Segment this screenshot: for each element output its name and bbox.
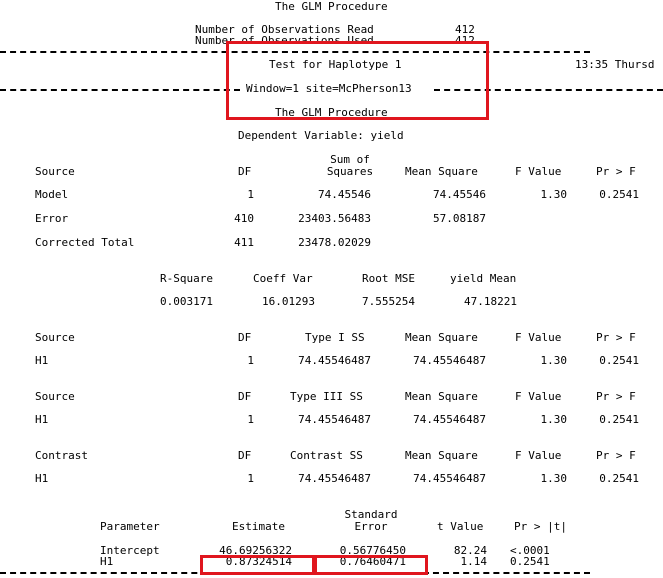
fit-col-rsquare: R-Square	[160, 272, 213, 285]
param-col-estimate: Estimate	[232, 520, 285, 533]
type3-row-ss: 74.45546487	[298, 413, 371, 426]
anova-row-ss: 23403.56483	[298, 212, 371, 225]
anova-row-df: 411	[234, 236, 254, 249]
anova-row-df: 1	[247, 188, 254, 201]
anova-row-ms: 74.45546	[433, 188, 486, 201]
anova-row-source: Corrected Total	[35, 236, 135, 249]
type1-row-df: 1	[247, 354, 254, 367]
type3-row-source: H1	[35, 413, 49, 426]
param-col-name: Parameter	[100, 520, 160, 533]
type1-col-p: Pr > F	[596, 331, 636, 344]
type3-col-p: Pr > F	[596, 390, 636, 403]
type3-col-df: DF	[238, 390, 252, 403]
param-col-p: Pr > |t|	[514, 520, 567, 533]
type3-col-ss: Type III SS	[290, 390, 363, 403]
param-row-p: <.0001	[510, 544, 550, 557]
contrast-col-df: DF	[238, 449, 252, 462]
fit-rsquare-value: 0.003171	[160, 295, 213, 308]
type3-row-df: 1	[247, 413, 254, 426]
contrast-col-p: Pr > F	[596, 449, 636, 462]
fit-col-coeffvar: Coeff Var	[253, 272, 313, 285]
anova-row-df: 410	[234, 212, 254, 225]
type1-row-ms: 74.45546487	[413, 354, 486, 367]
fit-rootmse-value: 7.555254	[362, 295, 415, 308]
highlight-box-stderr	[314, 555, 428, 575]
type3-col-f: F Value	[515, 390, 562, 403]
fit-col-rootmse: Root MSE	[362, 272, 415, 285]
contrast-col-ms: Mean Square	[405, 449, 478, 462]
type3-row-f: 1.30	[540, 413, 567, 426]
type1-row-ss: 74.45546487	[298, 354, 371, 367]
fit-mean-value: 47.18221	[464, 295, 517, 308]
type1-col-f: F Value	[515, 331, 562, 344]
type3-col-ms: Mean Square	[405, 390, 478, 403]
param-row-p: 0.2541	[510, 555, 550, 568]
anova-row-p: 0.2541	[599, 188, 639, 201]
type1-col-ss: Type I SS	[305, 331, 365, 344]
obs-read-value: 412	[455, 23, 475, 36]
page-timestamp: 13:35 Thursd	[575, 58, 655, 71]
anova-col-df: DF	[238, 165, 252, 178]
contrast-row-df: 1	[247, 472, 254, 485]
page-divider-left	[0, 89, 240, 91]
param-row-stderr: 0.76460471	[339, 555, 406, 568]
type3-col-source: Source	[35, 390, 75, 403]
param-col-stderr: Standard Error	[344, 508, 398, 533]
highlight-box-estimate	[200, 555, 315, 575]
param-row-stderr: 0.56776450	[339, 544, 406, 557]
type1-col-source: Source	[35, 331, 75, 344]
window-site-line: Window=1 site=McPherson13	[246, 82, 412, 95]
type1-col-ms: Mean Square	[405, 331, 478, 344]
param-row-estimate: 46.69256322	[219, 544, 292, 557]
procedure-title-mid: The GLM Procedure	[275, 106, 388, 119]
type1-row-p: 0.2541	[599, 354, 639, 367]
anova-row-source: Error	[35, 212, 69, 225]
contrast-row-ms: 74.45546487	[413, 472, 486, 485]
contrast-col-ss: Contrast SS	[290, 449, 363, 462]
param-col-t: t Value	[437, 520, 484, 533]
contrast-row-p: 0.2541	[599, 472, 639, 485]
fit-col-mean: yield Mean	[450, 272, 517, 285]
type3-row-ms: 74.45546487	[413, 413, 486, 426]
anova-row-f: 1.30	[540, 188, 567, 201]
contrast-row-ss: 74.45546487	[298, 472, 371, 485]
anova-row-ss: 74.45546	[318, 188, 371, 201]
anova-row-source: Model	[35, 188, 69, 201]
anova-row-ss: 23478.02029	[298, 236, 371, 249]
dependent-variable: Dependent Variable: yield	[238, 129, 404, 142]
anova-col-f: F Value	[515, 165, 562, 178]
param-row-t: 82.24	[453, 544, 487, 557]
anova-col-source: Source	[35, 165, 75, 178]
anova-col-p: Pr > F	[596, 165, 636, 178]
test-title: Test for Haplotype 1	[269, 58, 402, 71]
param-row-t: 1.14	[460, 555, 487, 568]
param-row-name: H1	[100, 555, 114, 568]
param-row-name: Intercept	[100, 544, 160, 557]
anova-col-ms: Mean Square	[405, 165, 478, 178]
fit-coeffvar-value: 16.01293	[262, 295, 315, 308]
contrast-row-f: 1.30	[540, 472, 567, 485]
type1-row-f: 1.30	[540, 354, 567, 367]
contrast-col-f: F Value	[515, 449, 562, 462]
param-row-estimate: 0.87324514	[225, 555, 292, 568]
type3-row-p: 0.2541	[599, 413, 639, 426]
contrast-row-name: H1	[35, 472, 49, 485]
type1-col-df: DF	[238, 331, 252, 344]
anova-row-ms: 57.08187	[433, 212, 486, 225]
highlight-box-header	[226, 41, 489, 120]
type1-row-source: H1	[35, 354, 49, 367]
obs-used-value: 412	[455, 34, 475, 47]
anova-col-ss: Sum of Squares	[326, 153, 374, 178]
obs-used-label: Number of Observations Used	[195, 34, 374, 47]
contrast-col-name: Contrast	[35, 449, 88, 462]
procedure-title-top: The GLM Procedure	[275, 0, 388, 13]
obs-read-label: Number of Observations Read	[195, 23, 374, 36]
